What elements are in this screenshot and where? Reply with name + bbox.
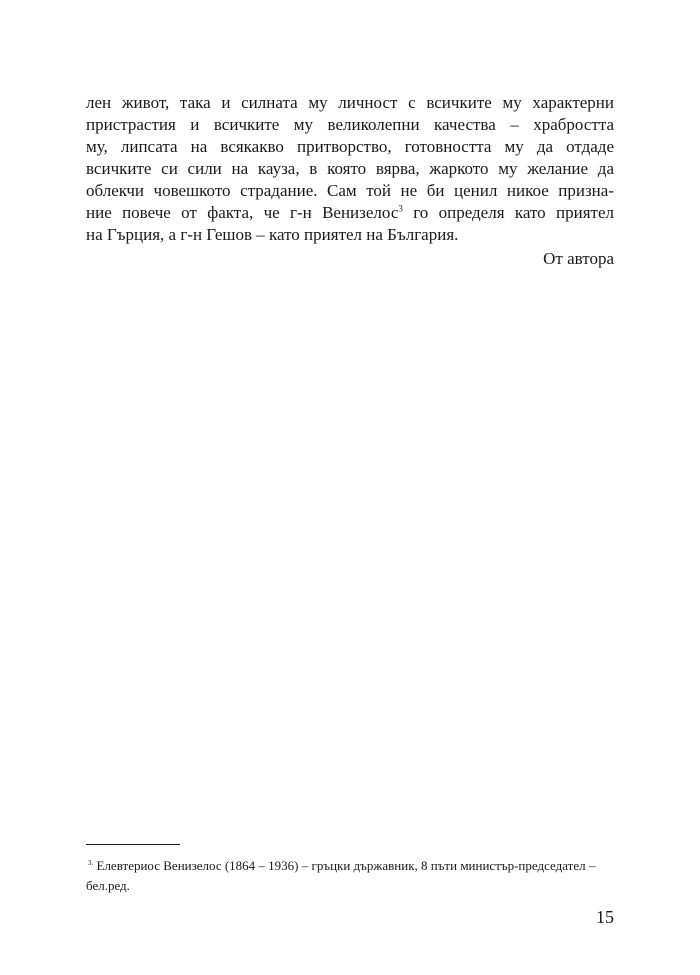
footnote [86, 856, 616, 896]
footnote-text-1: Елевтериос Венизелос (1864 – 1936) – гръцки държавник, 8 пъти министър-председател – [93, 858, 596, 873]
main-text [86, 92, 614, 270]
footnote-line-2: бел.ред. [86, 878, 130, 893]
text-line-6-end: го определя като приятел [402, 203, 614, 222]
text-line-1: лен живот, така и силната му личност с всичките му характерни [86, 93, 614, 112]
footnote-marker: 3. [88, 858, 94, 867]
signature: От автора [543, 249, 614, 268]
text-line-7: на Гърция, а г-н Гешов – като приятел на България. [86, 225, 459, 244]
footnote-separator [86, 844, 180, 845]
footnote-reference: 3 [398, 203, 403, 214]
text-line-2: пристрастия и всичките му великолепни качества – храбростта [86, 115, 614, 134]
page-number: 15 [596, 907, 614, 927]
text-line-5: облекчи човешкото страдание. Сам той не би ценил никое призна- [86, 181, 614, 200]
text-line-4: всичките си сили на кауза, в която вярва, жаркото му желание да [86, 159, 614, 178]
text-line-6 [86, 202, 614, 224]
text-line-3: му, липсата на всякакво притворство, готовността му да отдаде [86, 137, 614, 156]
text-line-6-start: ние повече от факта, че г-н Венизелос [86, 203, 399, 222]
footnote-line-1 [86, 856, 616, 876]
